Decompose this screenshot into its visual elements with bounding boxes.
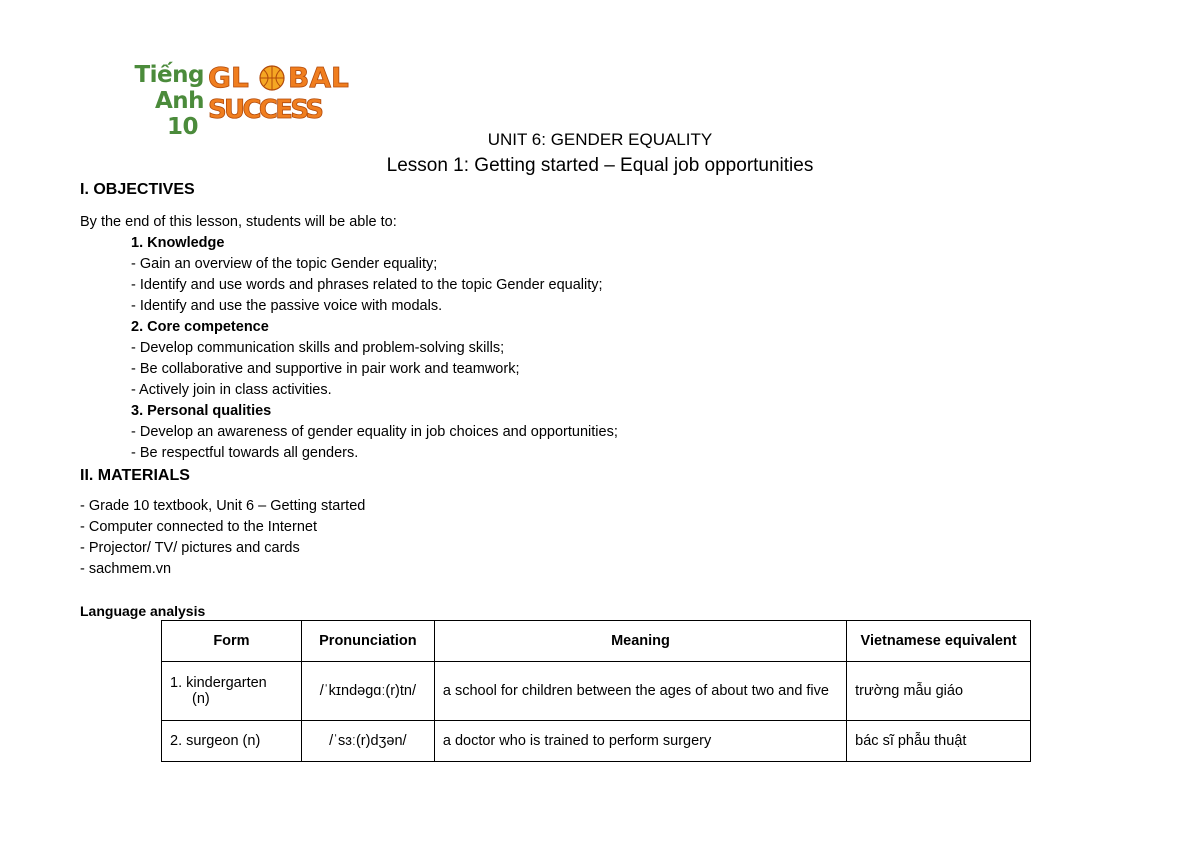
logo-brand-top2: BAL bbox=[288, 61, 349, 94]
column-header: Pronunciation bbox=[301, 621, 434, 662]
language-analysis-table bbox=[161, 620, 1031, 762]
column-header: Vietnamese equivalent bbox=[847, 621, 1031, 662]
logo-brand-bottom: SUCCESS bbox=[208, 95, 324, 122]
table-row bbox=[162, 721, 1031, 762]
core-item: - Actively join in class activities. bbox=[131, 382, 332, 398]
unit-title: UNIT 6: GENDER EQUALITY bbox=[487, 130, 713, 149]
knowledge-item: - Gain an overview of the topic Gender equality; bbox=[131, 256, 438, 272]
lesson-title: Lesson 1: Getting started – Equal job opportunities bbox=[386, 155, 814, 176]
logo-line2: 10 bbox=[166, 114, 198, 140]
vietnamese-cell: bác sĩ phẫu thuật bbox=[847, 721, 1031, 762]
form-cell: 2. surgeon (n) bbox=[162, 721, 302, 762]
form-pos: (n) bbox=[192, 691, 210, 707]
materials-item: - Grade 10 textbook, Unit 6 – Getting started bbox=[80, 498, 366, 514]
personal-item: - Develop an awareness of gender equality in job choices and opportunities; bbox=[131, 424, 618, 440]
core-item: - Develop communication skills and problem-solving skills; bbox=[131, 340, 505, 356]
materials-item: - sachmem.vn bbox=[80, 561, 172, 577]
objectives-heading: I. OBJECTIVES bbox=[80, 181, 195, 198]
knowledge-item: - Identify and use words and phrases related to the topic Gender equality; bbox=[131, 277, 603, 293]
core-competence-title: 2. Core competence bbox=[131, 319, 269, 335]
knowledge-title: 1. Knowledge bbox=[131, 235, 225, 251]
personal-qualities-title: 3. Personal qualities bbox=[131, 403, 272, 419]
materials-item: - Computer connected to the Internet bbox=[80, 519, 317, 535]
global-success-logo-icon bbox=[206, 58, 406, 122]
logo-line1: Tiếng Anh bbox=[134, 62, 204, 114]
pronunciation-cell: /ˈsɜː(r)dʒən/ bbox=[301, 721, 434, 762]
form-text: 1. kindergarten bbox=[170, 675, 267, 691]
table-row bbox=[162, 662, 1031, 721]
knowledge-item: - Identify and use the passive voice with modals. bbox=[131, 298, 443, 314]
pronunciation-cell: /ˈkɪndəɡɑː(r)tn/ bbox=[301, 662, 434, 721]
materials-item: - Projector/ TV/ pictures and cards bbox=[80, 540, 300, 556]
vietnamese-cell: trường mẫu giáo bbox=[847, 662, 1031, 721]
logo bbox=[84, 58, 349, 140]
language-analysis-heading: Language analysis bbox=[80, 603, 206, 619]
logo-text bbox=[84, 62, 204, 140]
meaning-cell: a doctor who is trained to perform surgery bbox=[434, 721, 846, 762]
column-header: Meaning bbox=[434, 621, 846, 662]
personal-item: - Be respectful towards all genders. bbox=[131, 445, 359, 461]
table-header-row bbox=[162, 621, 1031, 662]
column-header: Form bbox=[162, 621, 302, 662]
form-cell bbox=[162, 662, 302, 721]
logo-brand-top: GL bbox=[208, 61, 249, 94]
meaning-cell: a school for children between the ages of about two and five bbox=[434, 662, 846, 721]
core-item: - Be collaborative and supportive in pair work and teamwork; bbox=[131, 361, 520, 377]
objectives-intro: By the end of this lesson, students will be able to: bbox=[80, 214, 397, 230]
materials-heading: II. MATERIALS bbox=[80, 467, 190, 484]
